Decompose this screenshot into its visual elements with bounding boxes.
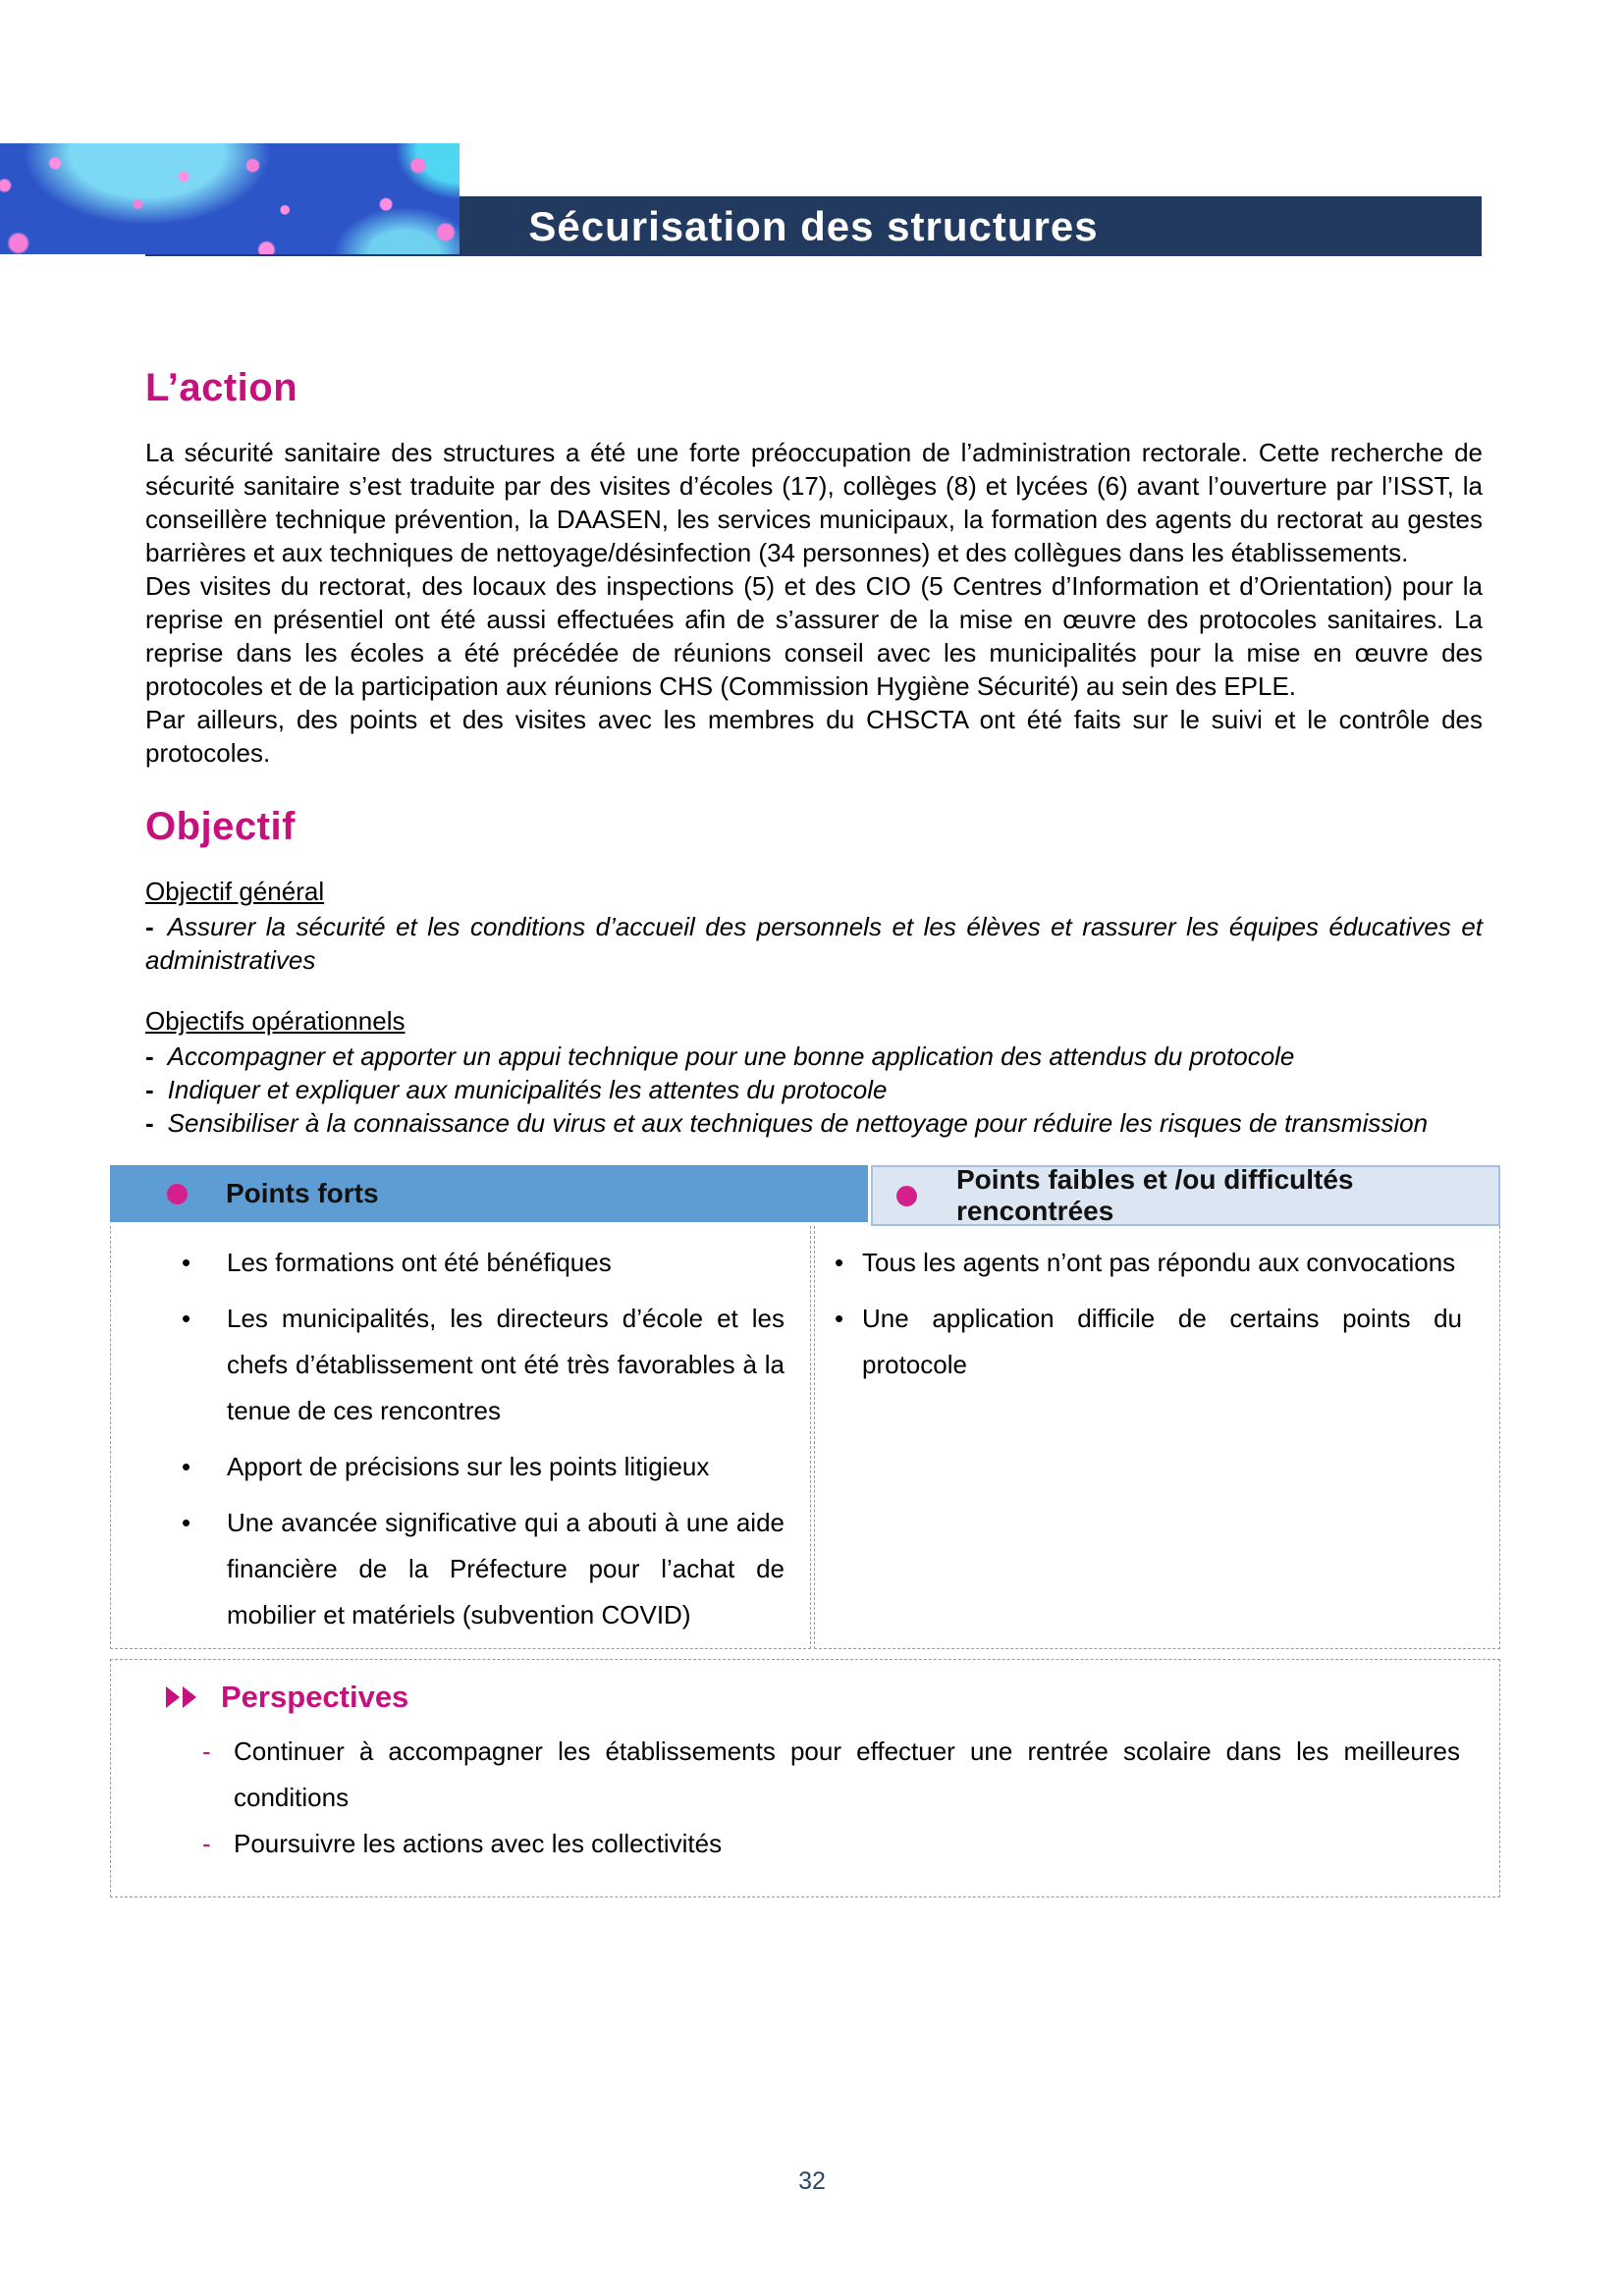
paragraph: Par ailleurs, des points et des visites avec les membres du CHSCTA ont été faits sur le suivi et le contrôle des protocoles.: [145, 705, 1483, 768]
bullet-dot-icon: [896, 1186, 917, 1206]
dash-marker: -: [145, 1041, 154, 1071]
paragraph: Des visites du rectorat, des locaux des inspections (5) et des CIO (5 Centres d’Information et d’Orientation) pour la reprise en présentiel ont été aussi effectuées afin de s’assurer de la mise en œuvre des protocoles sanitaires. La reprise dans les écoles a été précédée de réunions conseil avec les municipalités pour la mise en œuvre des protocoles et de la participation aux réunions CHS (Commission Hygiène Sécurité) au sein des EPLE.: [145, 571, 1483, 701]
list-item: • Tous les agents n’ont pas répondu aux convocations: [835, 1240, 1462, 1286]
action-paragraphs: [145, 436, 1483, 770]
hero-virus-image: [0, 143, 460, 254]
bullet-dot-icon: [167, 1184, 188, 1204]
objectif-general-block: [145, 875, 1483, 977]
list-item: • Une application difficile de certains points du protocole: [835, 1296, 1462, 1388]
bullet-icon: •: [182, 1508, 191, 1537]
objective-item: - Accompagner et apporter un appui technique pour une bonne application des attendus du protocole: [145, 1041, 1295, 1071]
strengths-weaknesses-table: [110, 1165, 1500, 1649]
objective-item: - Indiquer et expliquer aux municipalités les attentes du protocole: [145, 1075, 888, 1104]
list-item: • Apport de précisions sur les points litigieux: [182, 1444, 785, 1490]
objectif-operationnels-label: Objectifs opérationnels: [145, 1006, 406, 1036]
points-forts-cell: [110, 1226, 811, 1649]
objective-item: - Sensibiliser à la connaissance du virus et aux techniques de nettoyage pour réduire les risques de transmission: [145, 1108, 1429, 1138]
action-heading: L’action: [145, 366, 298, 409]
double-chevron-icon: [166, 1686, 199, 1708]
points-forts-label: Points forts: [226, 1178, 379, 1208]
bullet-icon: •: [835, 1304, 844, 1333]
perspectives-label: Perspectives: [221, 1680, 409, 1714]
bullet-icon: •: [182, 1304, 191, 1333]
main-content: [145, 256, 1483, 1897]
paragraph: La sécurité sanitaire des structures a été une forte préoccupation de l’administration rectorale. Cette recherche de sécurité sanitaire s’est traduite par des visites d’écoles (17), collèges (8) et lycées (6) avant l’ouverture par l’ISST, la conseillère technique prévention, la DAASEN, les services municipaux, la formation des agents du rectorat au gestes barrières et aux techniques de nettoyage/désinfection (34 personnes) et des collègues dans les établissements.: [145, 438, 1483, 567]
dash-marker: -: [145, 1108, 154, 1138]
objective-item: - Assurer la sécurité et les conditions d’accueil des personnels et les élèves et rassurer les équipes éducatives et administratives: [145, 912, 1483, 975]
points-faibles-label: Points faibles et /ou difficultés rencontrées: [956, 1164, 1354, 1226]
list-item: - Continuer à accompagner les établissements pour effectuer une rentrée scolaire dans les meilleures conditions: [166, 1729, 1460, 1821]
perspectives-items: [166, 1729, 1460, 1867]
points-forts-header: [110, 1165, 868, 1222]
points-faibles-cell: [814, 1226, 1500, 1649]
objectif-heading: Objectif: [145, 805, 296, 848]
perspectives-box: [110, 1659, 1500, 1897]
dash-marker: -: [202, 1829, 211, 1858]
list-item: • Une avancée significative qui a abouti à une aide financière de la Préfecture pour l’achat de mobilier et matériels (subvention COVID): [182, 1500, 785, 1638]
objectif-operationnels-block: [145, 1004, 1483, 1140]
dash-marker: -: [202, 1736, 211, 1766]
objectif-general-label: Objectif général: [145, 877, 325, 906]
bullet-icon: •: [182, 1248, 191, 1277]
points-faibles-header: [871, 1165, 1500, 1226]
list-item: - Poursuivre les actions avec les collectivités: [166, 1821, 1460, 1867]
bullet-icon: •: [182, 1452, 191, 1481]
table-body-row: [110, 1226, 1500, 1649]
page-title: Sécurisation des structures: [528, 202, 1099, 249]
table-header-row: [110, 1165, 1500, 1226]
page-number: 32: [798, 2167, 826, 2195]
dash-marker: -: [145, 1075, 154, 1104]
perspectives-title-row: [166, 1680, 1460, 1715]
bullet-icon: •: [835, 1248, 844, 1277]
list-item: • Les municipalités, les directeurs d’école et les chefs d’établissement ont été très favorables à la tenue de ces rencontres: [182, 1296, 785, 1434]
list-item: • Les formations ont été bénéfiques: [182, 1240, 785, 1286]
dash-marker: -: [145, 912, 154, 941]
